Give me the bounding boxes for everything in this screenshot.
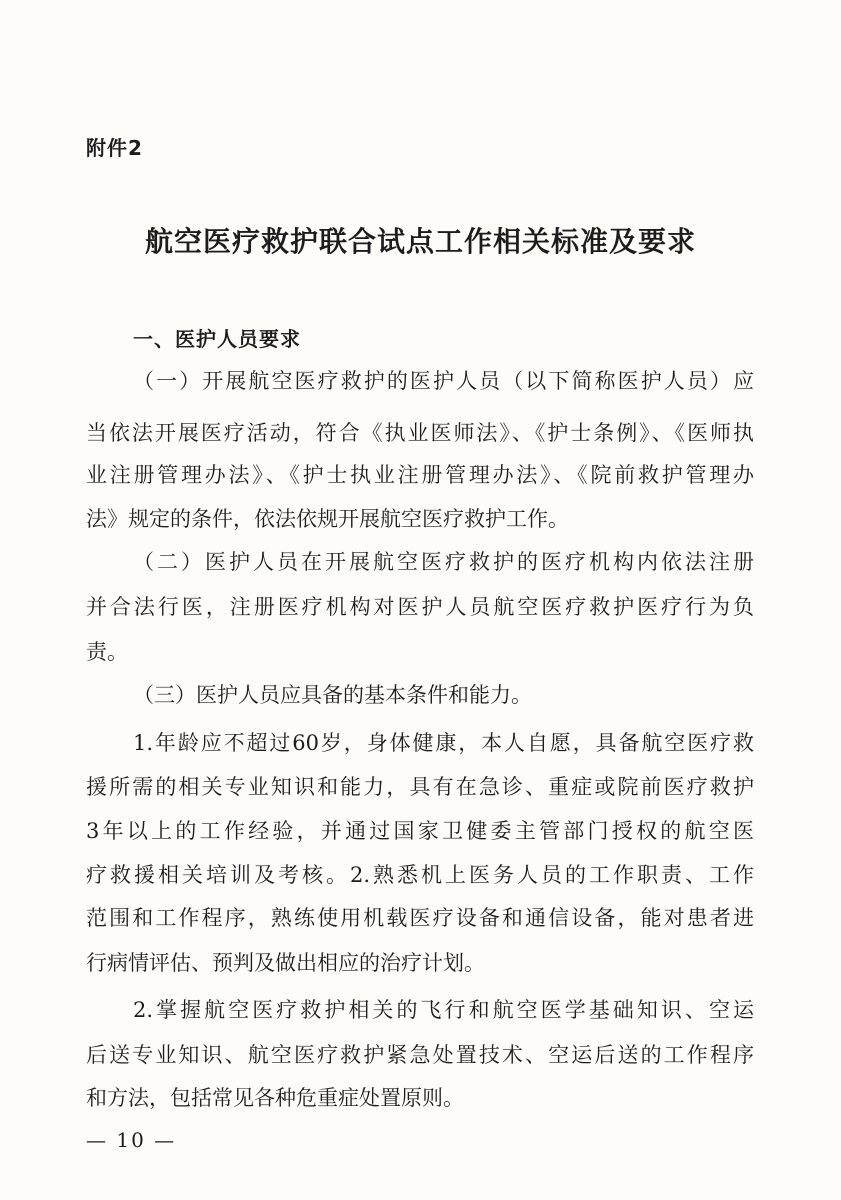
attachment-label: 附件2 — [86, 136, 143, 160]
section-heading: 一、医护人员要求 — [133, 327, 301, 351]
document-title: 航空医疗救护联合试点工作相关标准及要求 — [144, 225, 696, 258]
paragraph-line: （一）开展航空医疗救护的医护人员（以下简称医护人员）应 — [133, 369, 754, 393]
paragraph-line: 法》规定的条件，依法依规开展航空医疗救护工作。 — [86, 507, 569, 531]
paragraph-line: 行病情评估、预判及做出相应的治疗计划。 — [86, 951, 485, 975]
paragraph-line: 疗救援相关培训及考核。2.熟悉机上医务人员的工作职责、工作 — [86, 863, 754, 887]
paragraph-line: 和方法，包括常见各种危重症处置原则。 — [86, 1086, 464, 1110]
paragraph-line: （三）医护人员应具备的基本条件和能力。 — [133, 683, 532, 707]
paragraph-line: 后送专业知识、航空医疗救护紧急处置技术、空运后送的工作程序 — [86, 1043, 754, 1067]
paragraph-line: 2.掌握航空医疗救护相关的飞行和航空医学基础知识、空运 — [133, 998, 754, 1022]
paragraph-line: 3年以上的工作经验，并通过国家卫健委主管部门授权的航空医 — [86, 819, 754, 843]
paragraph-line: 援所需的相关专业知识和能力，具有在急诊、重症或院前医疗救护 — [86, 775, 754, 799]
paragraph-line: 范围和工作程序，熟练使用机载医疗设备和通信设备，能对患者进 — [86, 906, 754, 930]
paragraph-line: 业注册管理办法》、《护士执业注册管理办法》、《院前救护管理办 — [86, 463, 754, 487]
paragraph-line: （二）医护人员在开展航空医疗救护的医疗机构内依法注册 — [133, 550, 754, 574]
page-number: — 10 — — [86, 1128, 177, 1152]
paragraph-line: 当依法开展医疗活动，符合《执业医师法》、《护士条例》、《医师执 — [86, 421, 754, 445]
paragraph-line: 1.年龄应不超过60岁，身体健康，本人自愿，具备航空医疗救 — [133, 731, 754, 755]
paragraph-line: 并合法行医，注册医疗机构对医护人员航空医疗救护医疗行为负 — [86, 595, 754, 619]
paragraph-line: 责。 — [86, 640, 128, 664]
